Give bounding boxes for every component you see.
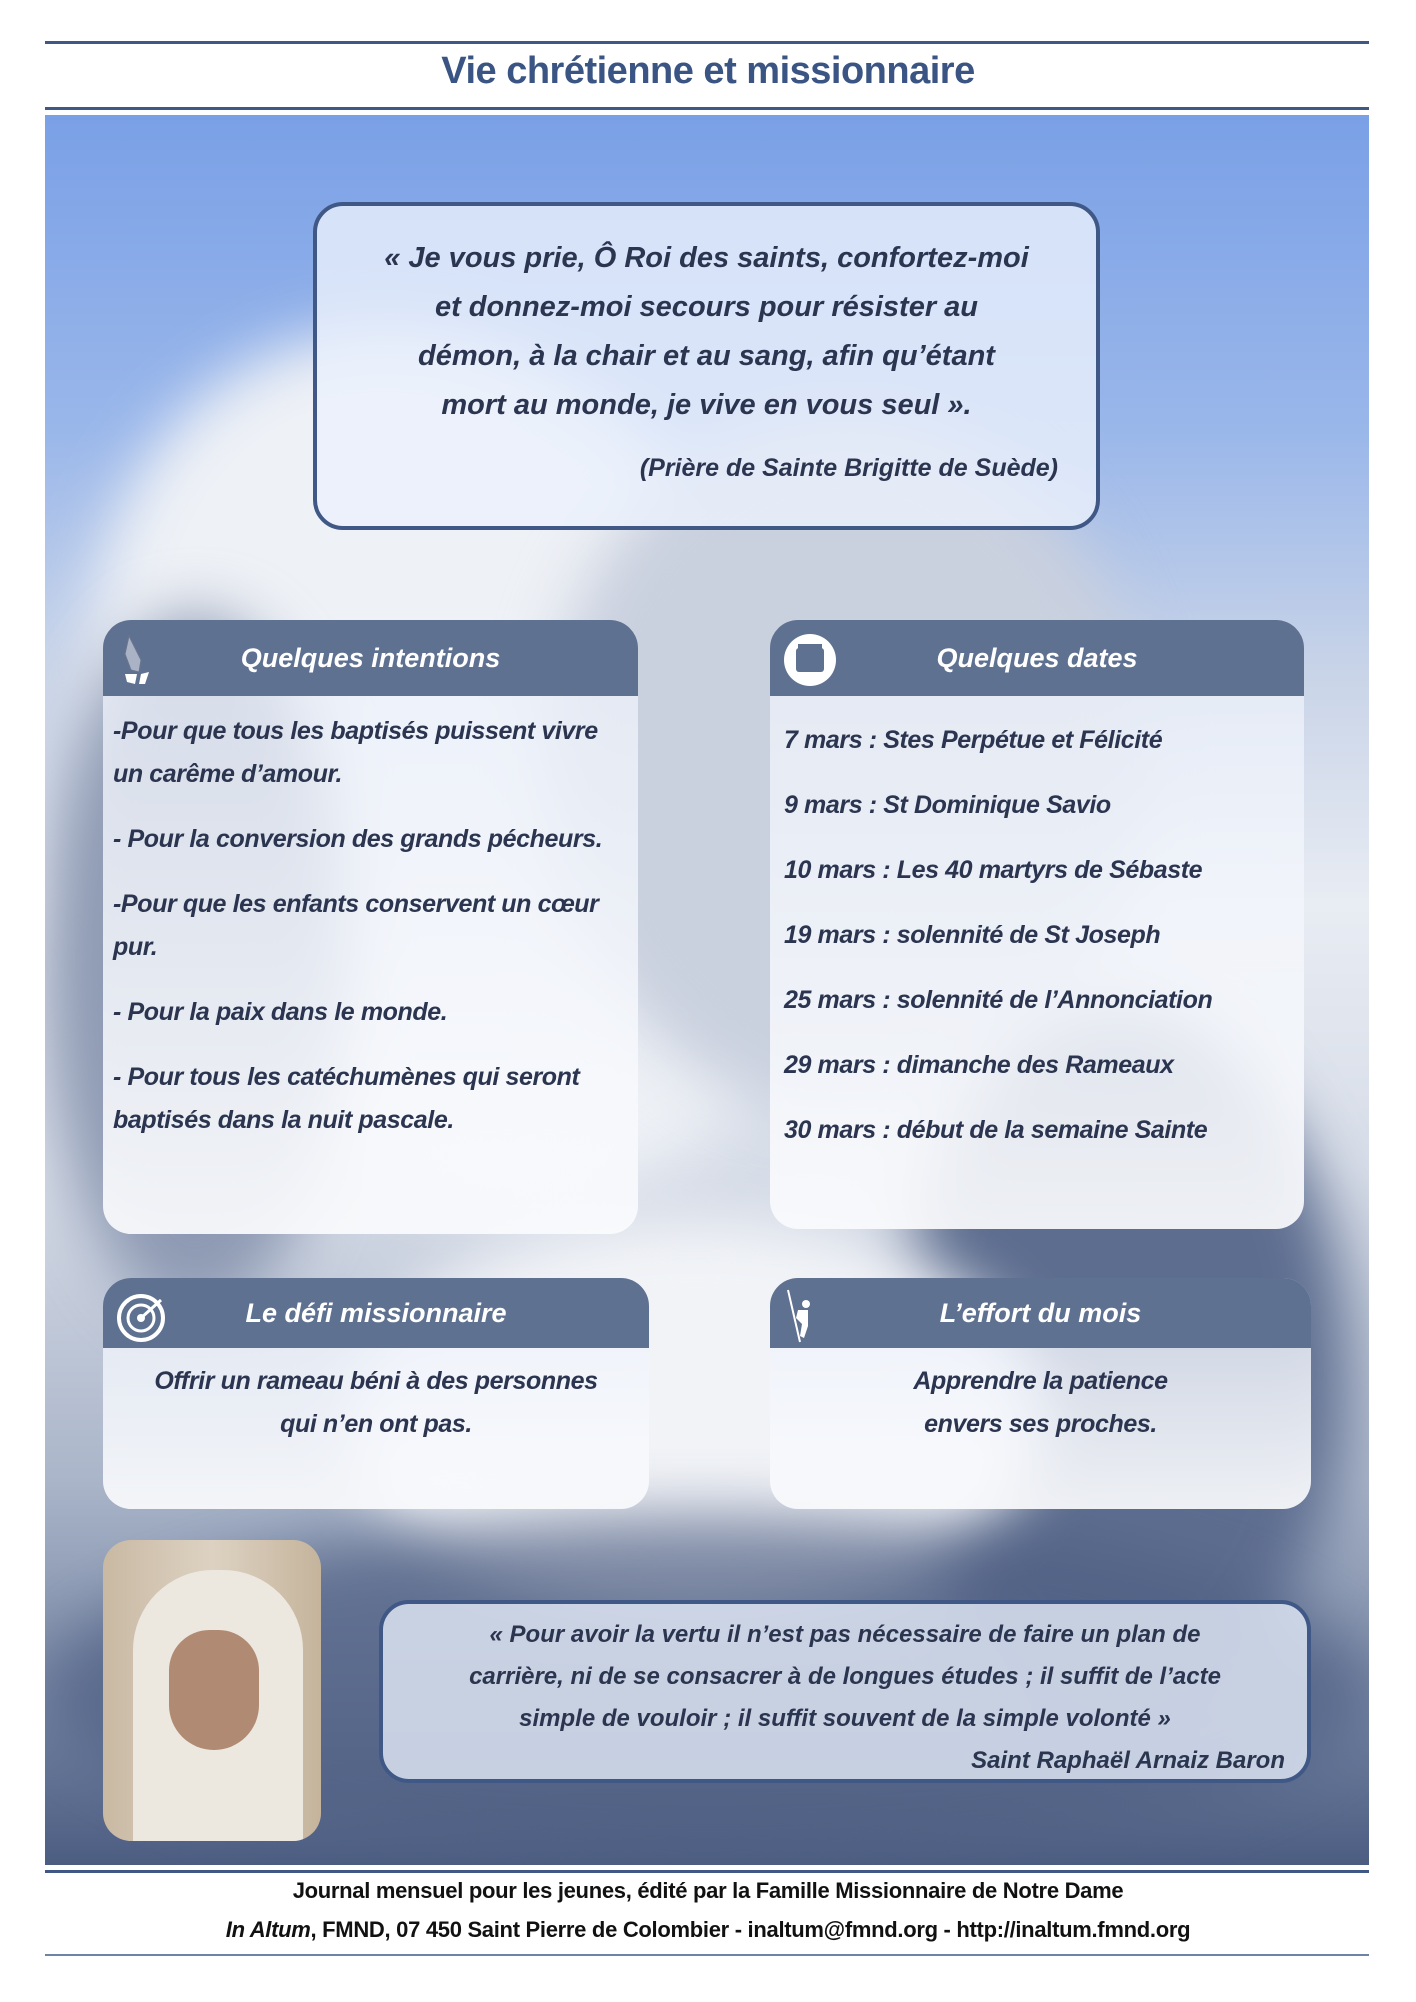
saint-portrait: [103, 1540, 321, 1841]
defi-panel: [103, 1278, 649, 1509]
prayer-line: démon, à la chair et au sang, afin qu’étant: [418, 340, 995, 372]
footer-publication-name: In Altum: [225, 1917, 311, 1942]
dates-title: Quelques dates: [936, 642, 1138, 673]
saint-quote-author: Saint Raphaël Arnaiz Baron: [971, 1747, 1285, 1774]
effort-line: Apprendre la patience: [913, 1367, 1168, 1395]
intention-item: -Pour que les enfants conservent un cœur pur.: [113, 890, 599, 961]
target-icon: [115, 1288, 171, 1344]
prayer-line: et donnez-moi secours pour résister au: [434, 291, 979, 323]
intention-item: - Pour tous les catéchumènes qui seront baptisés dans la nuit pascale.: [113, 1063, 580, 1134]
date-item: 29 mars : dimanche des Rameaux: [784, 1051, 1174, 1079]
date-item: 10 mars : Les 40 martyrs de Sébaste: [784, 856, 1203, 884]
date-item: 9 mars : St Dominique Savio: [784, 791, 1111, 819]
calendar-icon: [782, 630, 838, 686]
saint-quote-line: « Pour avoir la vertu il n’est pas nécessaire de faire un plan de: [489, 1621, 1201, 1648]
intention-item: - Pour la conversion des grands pécheurs.: [113, 825, 603, 853]
intention-item: -Pour que tous les baptisés puissent vivre un carême d’amour.: [113, 717, 598, 788]
footer-line-1: Journal mensuel pour les jeunes, édité par la Famille Missionnaire de Notre Dame: [292, 1878, 1124, 1903]
intentions-title: Quelques intentions: [240, 642, 501, 673]
prayer-source: (Prière de Sainte Brigitte de Suède): [639, 454, 1058, 482]
date-item: 19 mars : solennité de St Joseph: [784, 921, 1161, 949]
date-item: 7 mars : Stes Perpétue et Félicité: [784, 726, 1163, 754]
saint-quote-box: [379, 1600, 1311, 1783]
page-title: Vie chrétienne et missionnaire: [441, 50, 975, 92]
dates-panel: [770, 620, 1304, 1229]
footer-rule-bottom: [45, 1954, 1369, 1956]
praying-hands-icon: [115, 630, 171, 686]
effort-panel: [770, 1278, 1311, 1509]
footer-contact: , FMND, 07 450 Saint Pierre de Colombier - inaltum@fmnd.org - http://inaltum.fmnd.org: [310, 1917, 1191, 1942]
prayer-quote-box: [313, 202, 1100, 530]
effort-title: L’effort du mois: [939, 1297, 1142, 1328]
intention-item: - Pour la paix dans le monde.: [113, 998, 448, 1026]
saint-quote-line: carrière, ni de se consacrer à de longues études ; il suffit de l’acte: [469, 1663, 1221, 1690]
date-item: 30 mars : début de la semaine Sainte: [784, 1116, 1208, 1144]
defi-line: qui n’en ont pas.: [280, 1410, 472, 1438]
prayer-line: mort au monde, je vive en vous seul ».: [441, 389, 972, 421]
saint-quote-line: simple de vouloir ; il suffit souvent de la simple volonté »: [519, 1705, 1171, 1732]
footer-rule-top: [45, 1870, 1369, 1873]
footer-line-2: [0, 1917, 1416, 1943]
title-rule: [45, 107, 1369, 110]
date-item: 25 mars : solennité de l’Annonciation: [784, 986, 1213, 1014]
prayer-line: « Je vous prie, Ô Roi des saints, confortez-moi: [384, 242, 1029, 274]
top-rule: [45, 41, 1369, 44]
defi-line: Offrir un rameau béni à des personnes: [154, 1367, 598, 1395]
defi-title: Le défi missionnaire: [245, 1297, 507, 1328]
effort-line: envers ses proches.: [924, 1410, 1157, 1438]
intentions-panel: [103, 620, 638, 1234]
climber-icon: [782, 1288, 838, 1344]
